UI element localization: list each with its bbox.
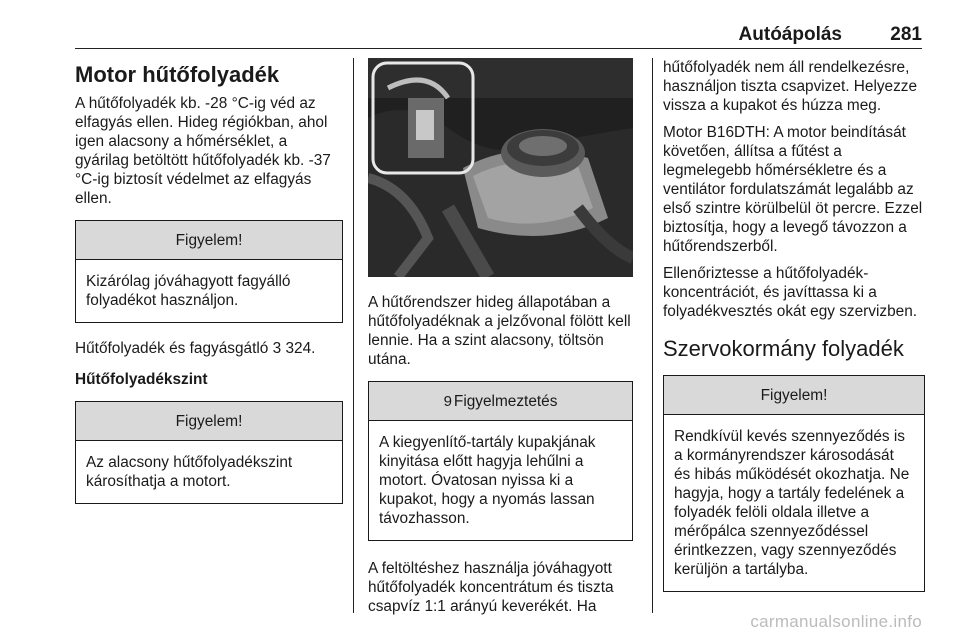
page-reference-icon: 3 <box>272 340 282 357</box>
notice-text: Kizárólag jóváhagyott fagyálló folyadékot használjon. <box>86 273 291 309</box>
page-number: 281 <box>890 24 922 45</box>
warning-icon: 9 <box>443 393 452 410</box>
warning-box <box>368 381 633 541</box>
reference-page: 324. <box>285 340 316 357</box>
section-heading: Szervokormány folyadék <box>663 336 904 361</box>
column-1 <box>75 58 343 504</box>
column-2 <box>368 58 633 624</box>
notice-text: Az alacsony hűtőfolyadékszint károsíthatja a motort. <box>86 454 293 490</box>
section-heading: Motor hűtőfolyadék <box>75 62 280 87</box>
notice-title: Figyelem! <box>664 376 924 415</box>
paragraph: Motor B16DTH: A motor beindítását követően, állítsa a fűtést a legmelegebb hőmérsékletre és a ventilátor fordulatszámát legalább az első szintre körülbelül öt percre. Ezzel biztosítja, hogy a levegő távozzon a hűtőrendszerből. <box>663 124 923 255</box>
running-header-title: Autóápolás <box>738 24 842 45</box>
warning-title: Figyelmeztetés <box>453 393 558 410</box>
watermark: carmanualsonline.info <box>750 612 922 631</box>
notice-box <box>663 375 925 592</box>
warning-text: A kiegyenlítő-tartály kupakjának kinyitása előtt hagyja lehűlni a motort. Óvatosan nyissa ki a kupakot, hogy a nyomás lassan távozhasson. <box>379 434 596 527</box>
cross-reference <box>75 339 343 358</box>
paragraph: Ellenőriztesse a hűtőfolyadék-koncentrációt, és javíttassa ki a folyadékvesztés okát egy szervizben. <box>663 265 918 320</box>
intro-paragraph: A hűtőfolyadék kb. -28 °C-ig véd az elfagyás ellen. Hideg régiókban, ahol igen alacsony a hőmérséklet, a gyárilag betöltött hűtőfolyadék kb. -37 °C-ig biztosít védelmet az elfagyás ellen. <box>75 95 331 207</box>
notice-text: Rendkívül kevés szennyeződés is a kormányrendszer károsodását és hibás működését okozhatja. Ne hagyja, hogy a tartály fedelének a folyadék felöli oldala illetve a mérőpálca szennyeződéssel érintkezzen, vagy szennyeződés kerüljön a tartályba. <box>674 428 910 578</box>
notice-box <box>75 401 343 504</box>
photo-caption: A hűtőrendszer hideg állapotában a hűtőfolyadéknak a jelzővonal fölött kell lennie. Ha a szint alacsony, töltsön utána. <box>368 294 631 368</box>
column-separator <box>652 58 653 613</box>
notice-title: Figyelem! <box>76 221 342 260</box>
column-3 <box>663 58 925 592</box>
paragraph: A feltöltéshez használja jóváhagyott hűtőfolyadék koncentrátum és tiszta csapvíz 1:1 arányú keverékét. Ha <box>368 560 614 615</box>
engine-bay-illustration <box>368 58 633 277</box>
paragraph: hűtőfolyadék nem áll rendelkezésre, használjon tiszta csapvizet. Helyezze vissza a kupakot és húzza meg. <box>663 59 918 114</box>
engine-coolant-reservoir-photo <box>368 58 633 277</box>
reference-text: Hűtőfolyadék és fagyásgátló <box>75 340 269 357</box>
warning-title-row <box>369 382 632 421</box>
column-separator <box>353 58 354 613</box>
header-rule <box>75 48 922 49</box>
notice-title: Figyelem! <box>76 402 342 441</box>
notice-box <box>75 220 343 323</box>
subsection-heading: Hűtőfolyadékszint <box>75 371 208 388</box>
